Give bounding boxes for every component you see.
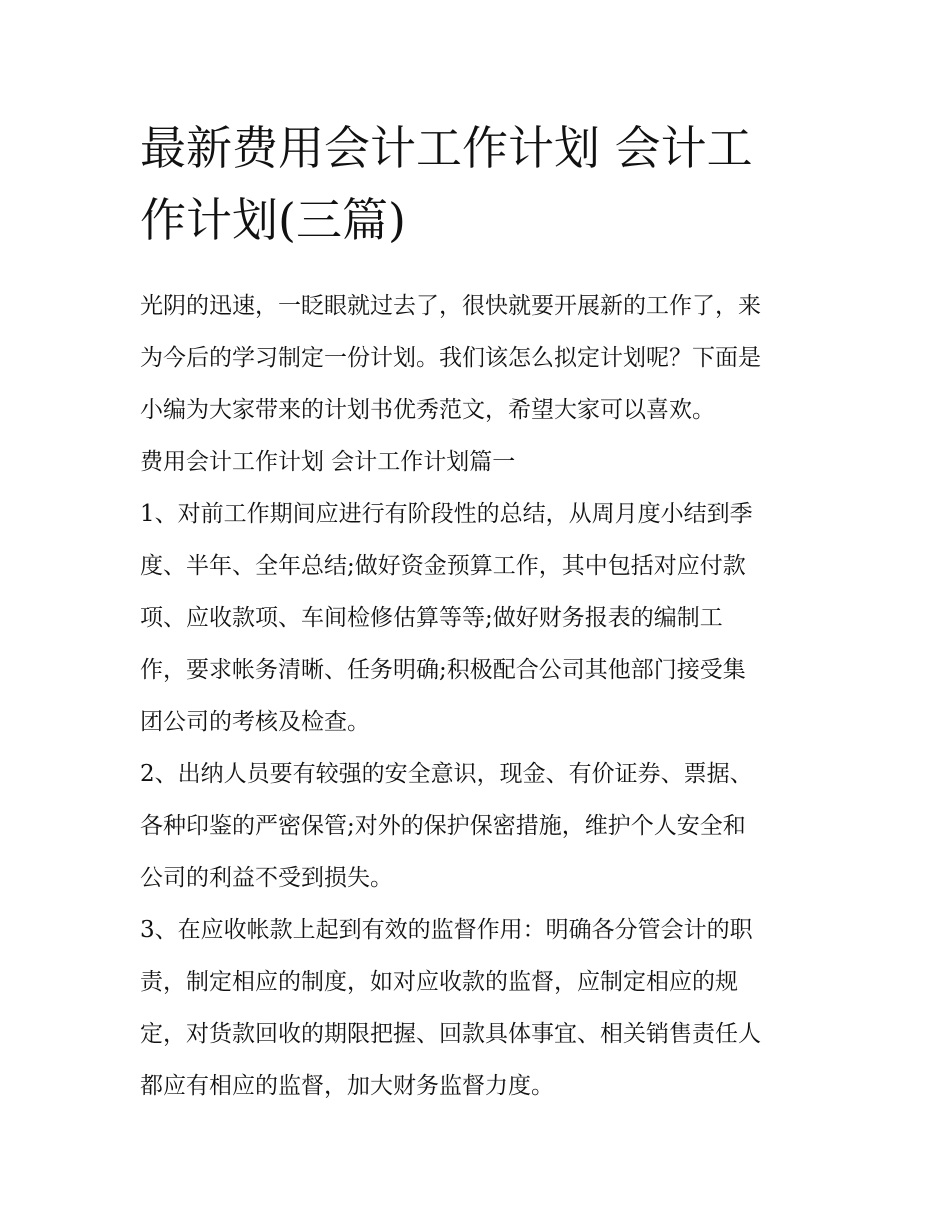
section-heading [140,436,812,488]
item-paragraph-3 [140,904,812,1112]
text-line: 各种印鉴的严密保管;对外的保护保密措施，维护个人安全和 [140,813,746,839]
text-line: 2、出纳人员要有较强的安全意识，现金、有价证券、票据、 [140,761,753,787]
text-line: 3、在应收帐款上起到有效的监督作用：明确各分管会计的职 [140,917,753,943]
item-paragraph-1 [140,488,812,748]
text-line: 费用会计工作计划 会计工作计划篇一 [140,449,516,475]
intro-paragraph [140,280,812,436]
title-line: 作计划(三篇) [140,193,406,247]
document-title [140,112,812,256]
item-paragraph-2 [140,748,812,904]
text-line: 责，制定相应的制度，如对应收款的监督，应制定相应的规 [140,969,738,995]
text-line: 度、半年、全年总结;做好资金预算工作，其中包括对应付款 [140,553,746,579]
text-line: 都应有相应的监督，加大财务监督力度。 [140,1073,554,1099]
text-line: 为今后的学习制定一份计划。我们该怎么拟定计划呢？下面是 [140,345,761,371]
title-line: 最新费用会计工作计划 会计工 [140,121,753,175]
text-line: 光阴的迅速，一眨眼就过去了，很快就要开展新的工作了，来 [140,293,761,319]
text-line: 作，要求帐务清晰、任务明确;积极配合公司其他部门接受集 [140,657,746,683]
text-line: 公司的利益不受到损失。 [140,865,393,891]
text-line: 小编为大家带来的计划书优秀范文，希望大家可以喜欢。 [140,397,715,423]
text-line: 定，对货款回收的期限把握、回款具体事宜、相关销售责任人 [140,1021,761,1047]
text-line: 项、应收款项、车间检修估算等等;做好财务报表的编制工 [140,605,723,631]
text-line: 团公司的考核及检查。 [140,709,370,735]
text-line: 1、对前工作期间应进行有阶段性的总结，从周月度小结到季 [140,501,753,527]
